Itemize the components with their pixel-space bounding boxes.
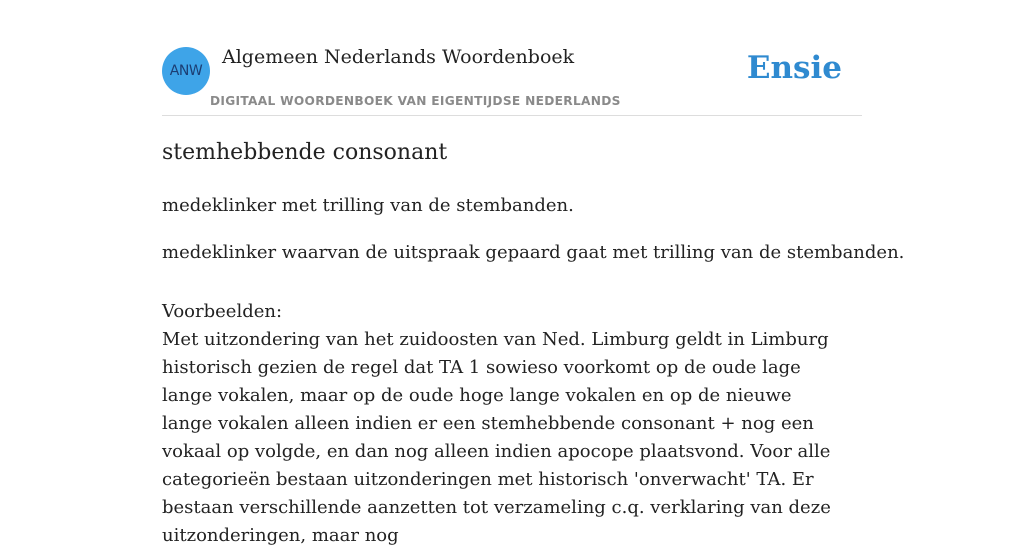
anw-logo-text: ANW bbox=[169, 63, 203, 79]
anw-logo[interactable] bbox=[162, 47, 210, 95]
ensie-brand-link[interactable]: Ensie bbox=[746, 50, 842, 86]
site-header bbox=[162, 0, 862, 116]
entry-term: stemhebbende consonant bbox=[162, 140, 448, 165]
examples-section bbox=[162, 298, 862, 550]
page bbox=[162, 0, 905, 546]
definition-2: medeklinker waarvan de uitspraak gepaard gaat met trilling van de stembanden. bbox=[162, 242, 905, 263]
site-title[interactable]: Algemeen Nederlands Woordenboek bbox=[222, 46, 575, 68]
site-subtitle: DIGITAAL WOORDENBOEK VAN EIGENTIJDSE NEDERLANDS bbox=[210, 94, 621, 108]
examples-text: Met uitzondering van het zuidoosten van Ned. Limburg geldt in Limburg historisch gezien de regel dat TA 1 sowieso voorkomt op de oude lage lange vokalen, maar op de oude hoge lange vokalen en op de nieuwe lange vokalen alleen indien er een stemhebbende consonant + nog een vokaal op volgde, en dan nog alleen indien apocope plaatsvond. Voor alle categorieën bestaan uitzonderingen met historisch 'onverwacht' TA. Er bestaan verschillende aanzetten tot verzameling c.q. verklaring van deze uitzonderingen, maar nog bbox=[162, 329, 831, 546]
definition-1: medeklinker met trilling van de stembanden. bbox=[162, 195, 574, 216]
examples-heading: Voorbeelden: bbox=[162, 301, 283, 322]
